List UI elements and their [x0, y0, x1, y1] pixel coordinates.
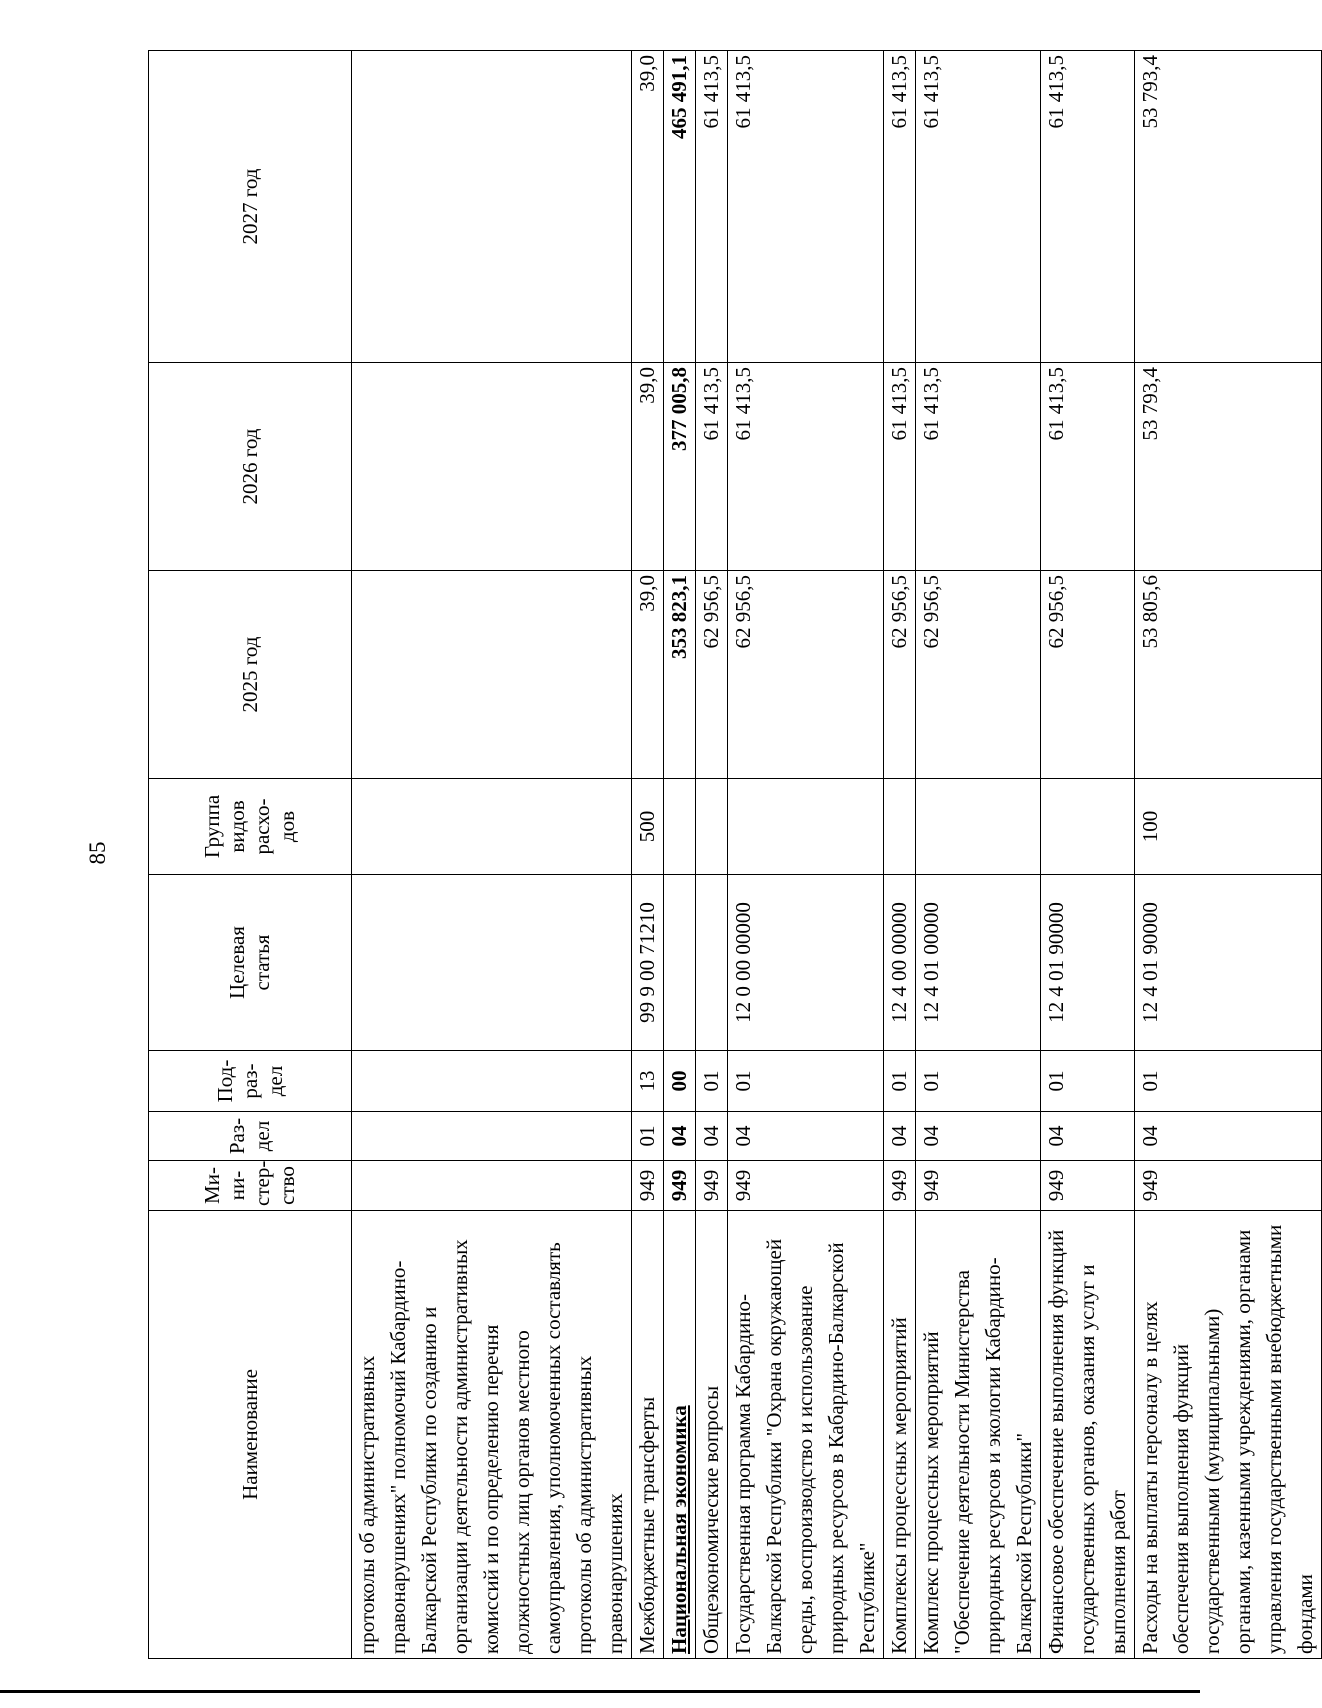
row-subsection: 01 — [696, 1051, 728, 1112]
header-section: Раз- дел — [149, 1112, 352, 1161]
row-subsection: 01 — [916, 1051, 1041, 1112]
row-subsection: 01 — [884, 1051, 916, 1112]
row-expense-group — [352, 779, 632, 875]
table-row — [1041, 51, 1135, 1659]
page-number: 85 — [85, 841, 110, 865]
row-subsection: 01 — [728, 1051, 884, 1112]
row-ministry: 949 — [728, 1161, 884, 1211]
row-section: 04 — [728, 1112, 884, 1161]
table-body — [352, 51, 1322, 1659]
row-target-article: 12 4 01 90000 — [1041, 875, 1135, 1051]
row-amount-2025: 39,0 — [632, 571, 664, 779]
row-amount-2026: 61 413,5 — [1041, 363, 1135, 571]
row-amount-2025 — [352, 571, 632, 779]
row-ministry: 949 — [664, 1161, 696, 1211]
row-subsection: 01 — [1041, 1051, 1135, 1112]
table-row — [352, 51, 632, 1659]
row-target-article: 12 4 01 90000 — [1135, 875, 1322, 1051]
row-amount-2026: 53 793,4 — [1135, 363, 1322, 571]
row-name: Комплексы процессных мероприятий — [884, 1211, 916, 1659]
row-section: 04 — [884, 1112, 916, 1161]
table-row — [632, 51, 664, 1659]
header-ministry: Ми- ни- стер- ство — [149, 1161, 352, 1211]
row-amount-2027: 53 793,4 — [1135, 51, 1322, 363]
row-ministry — [352, 1161, 632, 1211]
row-amount-2025: 353 823,1 — [664, 571, 696, 779]
row-amount-2025: 62 956,5 — [1041, 571, 1135, 779]
row-amount-2027: 39,0 — [632, 51, 664, 363]
rotated-page-content — [148, 51, 1317, 1659]
row-section: 04 — [1135, 1112, 1322, 1161]
row-target-article: 12 4 00 00000 — [884, 875, 916, 1051]
row-expense-group: 500 — [632, 779, 664, 875]
row-target-article: 99 9 00 71210 — [632, 875, 664, 1051]
row-ministry: 949 — [884, 1161, 916, 1211]
row-amount-2025: 62 956,5 — [884, 571, 916, 779]
row-name: Комплекс процессных мероприятий "Обеспечение деятельности Министерства природных ресурсов и экологии Кабардино-Балкарской Республики" — [916, 1211, 1041, 1659]
row-amount-2027: 61 413,5 — [696, 51, 728, 363]
row-section: 04 — [1041, 1112, 1135, 1161]
row-name: Национальная экономика — [664, 1211, 696, 1659]
row-target-article: 12 0 00 00000 — [728, 875, 884, 1051]
row-ministry: 949 — [1041, 1161, 1135, 1211]
row-amount-2027: 61 413,5 — [884, 51, 916, 363]
row-section: 04 — [696, 1112, 728, 1161]
row-amount-2025: 62 956,5 — [728, 571, 884, 779]
table-row — [664, 51, 696, 1659]
row-amount-2026: 39,0 — [632, 363, 664, 571]
row-section: 01 — [632, 1112, 664, 1161]
row-amount-2027 — [352, 51, 632, 363]
row-amount-2027: 61 413,5 — [916, 51, 1041, 363]
row-amount-2025: 53 805,6 — [1135, 571, 1322, 779]
row-expense-group — [916, 779, 1041, 875]
row-ministry: 949 — [696, 1161, 728, 1211]
row-amount-2026: 61 413,5 — [916, 363, 1041, 571]
row-subsection — [352, 1051, 632, 1112]
row-expense-group: 100 — [1135, 779, 1322, 875]
header-target-article: Целевая статья — [149, 875, 352, 1051]
row-ministry: 949 — [916, 1161, 1041, 1211]
header-year-2026: 2026 год — [149, 363, 352, 571]
row-amount-2027: 61 413,5 — [728, 51, 884, 363]
budget-table — [148, 50, 1322, 1659]
row-name: Государственная программа Кабардино-Балкарской Республики "Охрана окружающей среды, воспроизводство и использование природных ресурсов в Кабардино-Балкарской Республике" — [728, 1211, 884, 1659]
header-name: Наименование — [149, 1211, 352, 1659]
header-year-2025: 2025 год — [149, 571, 352, 779]
row-ministry: 949 — [632, 1161, 664, 1211]
header-expense-group: Группа видов расхо- дов — [149, 779, 352, 875]
row-section: 04 — [916, 1112, 1041, 1161]
row-target-article — [664, 875, 696, 1051]
row-expense-group — [1041, 779, 1135, 875]
bottom-scan-edge — [0, 1690, 1200, 1693]
row-amount-2027: 61 413,5 — [1041, 51, 1135, 363]
row-target-article — [352, 875, 632, 1051]
row-subsection: 01 — [1135, 1051, 1322, 1112]
header-year-2027: 2027 год — [149, 51, 352, 363]
row-name: Общеэкономические вопросы — [696, 1211, 728, 1659]
row-name: Межбюджетные трансферты — [632, 1211, 664, 1659]
table-row — [728, 51, 884, 1659]
table-row — [696, 51, 728, 1659]
row-expense-group — [728, 779, 884, 875]
row-amount-2026: 377 005,8 — [664, 363, 696, 571]
row-subsection: 13 — [632, 1051, 664, 1112]
row-expense-group — [884, 779, 916, 875]
row-amount-2025: 62 956,5 — [916, 571, 1041, 779]
row-expense-group — [664, 779, 696, 875]
header-subsection: Под- раз- дел — [149, 1051, 352, 1112]
row-amount-2026: 61 413,5 — [884, 363, 916, 571]
row-section: 04 — [664, 1112, 696, 1161]
header-row — [149, 51, 352, 1659]
row-name: Финансовое обеспечение выполнения функций государственных органов, оказания услуг и выполнения работ — [1041, 1211, 1135, 1659]
row-amount-2026: 61 413,5 — [696, 363, 728, 571]
table-row — [916, 51, 1041, 1659]
table-row — [884, 51, 916, 1659]
row-name: Расходы на выплаты персоналу в целях обеспечения выполнения функций государственными (муниципальными) органами, казенными учреждениями, органами управления государственными внебюджетными фондами — [1135, 1211, 1322, 1659]
row-amount-2027: 465 491,1 — [664, 51, 696, 363]
row-target-article: 12 4 01 00000 — [916, 875, 1041, 1051]
row-section — [352, 1112, 632, 1161]
row-expense-group — [696, 779, 728, 875]
row-amount-2026: 61 413,5 — [728, 363, 884, 571]
row-amount-2025: 62 956,5 — [696, 571, 728, 779]
row-subsection: 00 — [664, 1051, 696, 1112]
row-target-article — [696, 875, 728, 1051]
row-amount-2026 — [352, 363, 632, 571]
row-name: протоколы об административных правонарушениях" полномочий Кабардино-Балкарской Республики по созданию и организации деятельности административных комиссий и по определению перечня должностных лиц органов местного самоуправления, уполномоченных составлять протоколы об административных правонарушениях — [352, 1211, 632, 1659]
table-row — [1135, 51, 1322, 1659]
row-ministry: 949 — [1135, 1161, 1322, 1211]
